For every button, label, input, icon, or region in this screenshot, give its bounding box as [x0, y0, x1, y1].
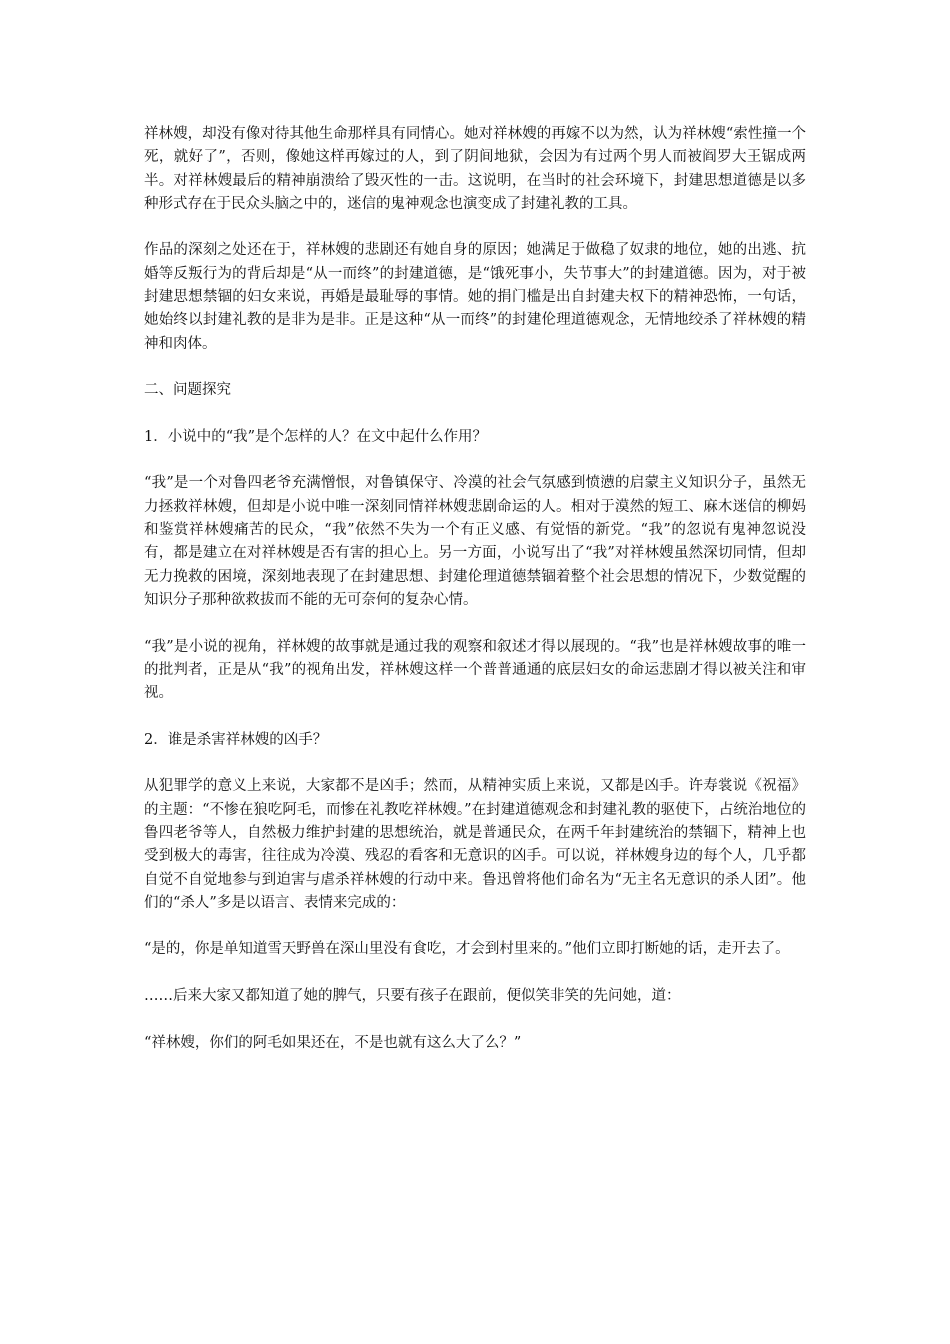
- paragraph-self-cause: 作品的深刻之处还在于，祥林嫂的悲剧还有她自身的原因；她满足于做稳了奴隶的地位，她的出逃、抗婚等反叛行为的背后却是“从一而终”的封建道德，是“饿死事小，失节事大”的封建道德。因为，对于被封建思想禁锢的妇女来说，再婚是最耻辱的事情。她的捐门槛是出自封建夫权下的精神恐怖，一句话，她始终以封建礼教的是非为是非。正是这种“从一而终”的封建伦理道德观念，无情地绞杀了祥林嫂的精神和肉体。: [144, 242, 806, 352]
- quote-1: “是的，你是单知道雪天野兽在深山里没有食吃，才会到村里来的。”他们立即打断她的话，走开去了。: [144, 941, 790, 958]
- question-2: 2．谁是杀害祥林嫂的凶手？: [144, 731, 328, 748]
- answer-1-paragraph-1: “我”是一个对鲁四老爷充满憎恨，对鲁镇保守、冷漠的社会气氛感到愤懑的启蒙主义知识分子，虽然无力拯救祥林嫂，但却是小说中唯一深刻同情祥林嫂悲剧命运的人。相对于漠然的短工、麻木迷信的柳妈和鉴赏祥林嫂痛苦的民众，“我”依然不失为一个有正义感、有觉悟的新党。“我”的忽说有鬼神忽说没有，都是建立在对祥林嫂是否有害的担心上。另一方面，小说写出了“我”对祥林嫂虽然深切同情，但却无力挽救的困境，深刻地表现了在封建思想、封建伦理道德禁锢着整个社会思想的情况下，少数觉醒的知识分子那种欲救拔而不能的无可奈何的复杂心情。: [144, 475, 806, 608]
- paragraph-neighbor-superstition: 祥林嫂，却没有像对待其他生命那样具有同情心。她对祥林嫂的再嫁不以为然，认为祥林嫂“索性撞一个死，就好了”，否则，像她这样再嫁过的人，到了阴间地狱，会因为有过两个男人而被阎罗大王锯成两半。对祥林嫂最后的精神崩溃给了毁灭性的一击。这说明，在当时的社会环境下，封建思想道德是以多种形式存在于民众头脑之中的，迷信的鬼神观念也演变成了封建礼教的工具。: [144, 126, 806, 212]
- answer-1-paragraph-2: “我”是小说的视角，祥林嫂的故事就是通过我的观察和叙述才得以展现的。“我”也是祥林嫂故事的唯一的批判者，正是从“我”的视角出发，祥林嫂这样一个普普通通的底层妇女的命运悲剧才得以被关注和审视。: [144, 638, 806, 702]
- quote-2: ……后来大家又都知道了她的脾气，只要有孩子在跟前，便似笑非笑的先问她，道：: [144, 987, 681, 1004]
- document-body: [144, 123, 806, 1078]
- question-1: 1．小说中的“我”是个怎样的人？在文中起什么作用？: [144, 428, 488, 445]
- section-heading: 二、问题探究: [144, 382, 231, 399]
- answer-2-paragraph-1: 从犯罪学的意义上来说，大家都不是凶手；然而，从精神实质上来说，又都是凶手。许寿裳说《祝福》的主题：“不惨在狼吃阿毛，而惨在礼教吃祥林嫂。”在封建道德观念和封建礼教的驱使下，占统治地位的鲁四老爷等人，自然极力维护封建的思想统治，就是普通民众，在两千年封建统治的禁锢下，精神上也受到极大的毒害，往往成为冷漠、残忍的看客和无意识的凶手。可以说，祥林嫂身边的每个人，几乎都自觉不自觉地参与到迫害与虐杀祥林嫂的行动中来。鲁迅曾将他们命名为“无主名无意识的杀人团”。他们的“杀人”多是以语言、表情来完成的：: [144, 778, 806, 911]
- quote-3: “祥林嫂，你们的阿毛如果还在，不是也就有这么大了么？”: [144, 1034, 522, 1051]
